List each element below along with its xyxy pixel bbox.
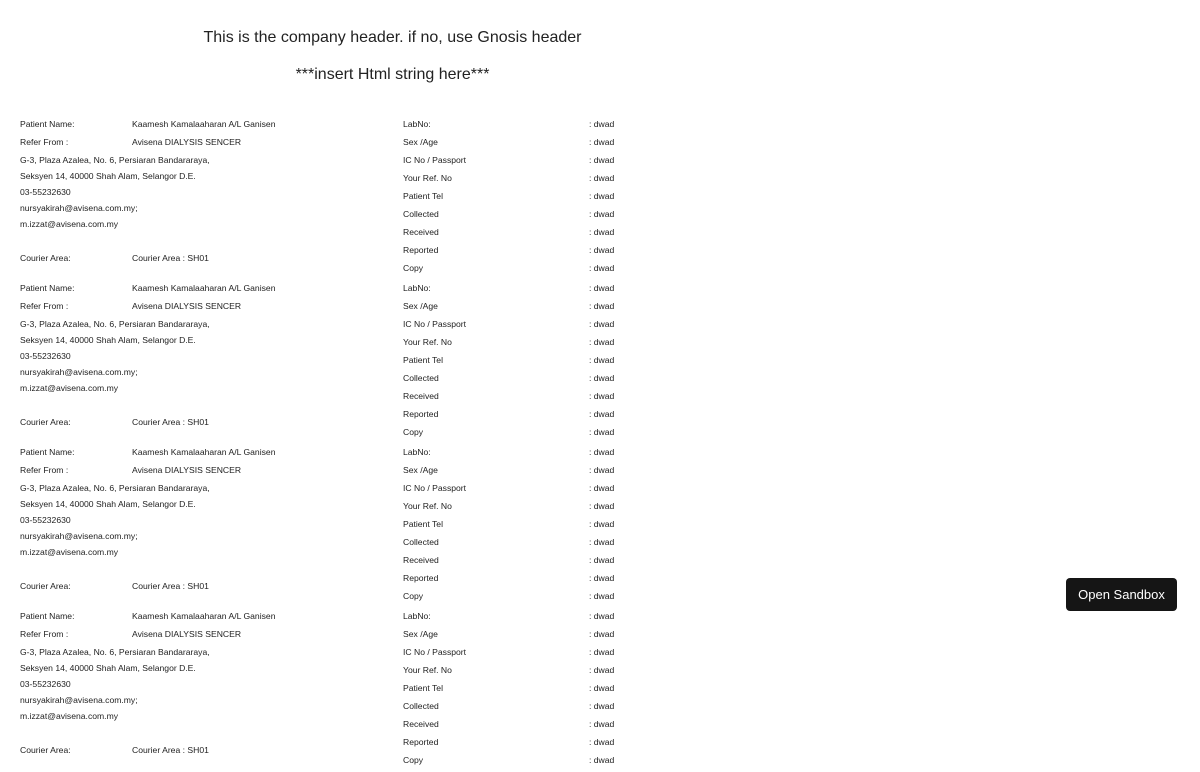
field-value: : dwad [589,591,615,601]
field-value: : dwad [589,573,615,583]
address-line: 03-55232630 [20,679,71,689]
field-value: : dwad [589,629,615,639]
field-label: IC No / Passport [403,647,467,657]
field-label: Received [403,555,439,565]
field-label: LabNo: [403,119,431,129]
field-label: Copy [403,591,424,601]
open-sandbox-button[interactable]: Open Sandbox [1066,578,1177,611]
field-value: : dwad [589,301,615,311]
field-label: LabNo: [403,283,431,293]
address-line: nursyakirah@avisena.com.my; [20,695,138,705]
company-header-text: This is the company header. if no, use Gnosis header [203,29,582,46]
address-line: Seksyen 14, 40000 Shah Alam, Selangor D.E. [20,663,196,673]
field-label: Reported [403,245,439,255]
address-line: m.izzat@avisena.com.my [20,219,119,229]
address-line: 03-55232630 [20,515,71,525]
field-label: Your Ref. No [403,501,452,511]
address-line: G-3, Plaza Azalea, No. 6, Persiaran Bandararaya, [20,483,210,493]
courier-area-value: Courier Area : SH01 [132,253,209,263]
field-value: : dwad [589,701,615,711]
field-label: Sex /Age [403,629,438,639]
field-value: : dwad [589,319,615,329]
field-label: Your Ref. No [403,173,452,183]
courier-area-value: Courier Area : SH01 [132,417,209,427]
refer-from-label: Refer From : [20,465,69,475]
patient-records-list [0,116,700,772]
field-value: : dwad [589,501,615,511]
patient-name-label: Patient Name: [20,119,75,129]
field-value: : dwad [589,647,615,657]
patient-name-value: Kaamesh Kamalaaharan A/L Ganisen [132,611,276,621]
courier-area-value: Courier Area : SH01 [132,581,209,591]
field-value: : dwad [589,611,615,621]
field-label: Patient Tel [403,519,443,529]
patient-name-label: Patient Name: [20,283,75,293]
field-value: : dwad [589,119,615,129]
patient-record [0,608,700,772]
field-value: : dwad [589,191,615,201]
field-value: : dwad [589,555,615,565]
field-label: Sex /Age [403,465,438,475]
field-label: Received [403,227,439,237]
refer-from-label: Refer From : [20,301,69,311]
field-label: Copy [403,263,424,273]
refer-from-label: Refer From : [20,137,69,147]
field-label: Your Ref. No [403,337,452,347]
field-value: : dwad [589,737,615,747]
field-label: Collected [403,537,439,547]
field-label: Reported [403,737,439,747]
refer-from-value: Avisena DIALYSIS SENCER [132,465,242,475]
address-line: G-3, Plaza Azalea, No. 6, Persiaran Bandararaya, [20,155,210,165]
patient-name-value: Kaamesh Kamalaaharan A/L Ganisen [132,283,276,293]
field-label: LabNo: [403,447,431,457]
address-line: Seksyen 14, 40000 Shah Alam, Selangor D.E. [20,499,196,509]
field-value: : dwad [589,245,615,255]
field-value: : dwad [589,209,615,219]
field-value: : dwad [589,263,615,273]
field-value: : dwad [589,283,615,293]
field-label: Received [403,391,439,401]
field-label: Patient Tel [403,355,443,365]
field-value: : dwad [589,465,615,475]
field-value: : dwad [589,483,615,493]
field-label: Collected [403,373,439,383]
field-value: : dwad [589,355,615,365]
patient-name-label: Patient Name: [20,611,75,621]
field-label: Patient Tel [403,683,443,693]
field-label: Sex /Age [403,137,438,147]
field-label: IC No / Passport [403,155,467,165]
address-line: G-3, Plaza Azalea, No. 6, Persiaran Bandararaya, [20,319,210,329]
patient-record [0,116,700,280]
address-line: Seksyen 14, 40000 Shah Alam, Selangor D.E. [20,335,196,345]
patient-record [0,444,700,608]
address-line: nursyakirah@avisena.com.my; [20,203,138,213]
address-line: Seksyen 14, 40000 Shah Alam, Selangor D.E. [20,171,196,181]
field-label: LabNo: [403,611,431,621]
patient-record [0,280,700,444]
refer-from-value: Avisena DIALYSIS SENCER [132,301,242,311]
field-value: : dwad [589,409,615,419]
field-label: Collected [403,209,439,219]
field-value: : dwad [589,373,615,383]
field-label: Collected [403,701,439,711]
field-value: : dwad [589,519,615,529]
field-label: Received [403,719,439,729]
field-label: IC No / Passport [403,483,467,493]
address-line: G-3, Plaza Azalea, No. 6, Persiaran Bandararaya, [20,647,210,657]
courier-area-label: Courier Area: [20,745,71,755]
address-line: m.izzat@avisena.com.my [20,547,119,557]
field-value: : dwad [589,447,615,457]
address-line: nursyakirah@avisena.com.my; [20,531,138,541]
address-line: m.izzat@avisena.com.my [20,383,119,393]
field-label: Sex /Age [403,301,438,311]
field-value: : dwad [589,173,615,183]
field-value: : dwad [589,537,615,547]
field-value: : dwad [589,391,615,401]
field-label: Patient Tel [403,191,443,201]
patient-name-value: Kaamesh Kamalaaharan A/L Ganisen [132,119,276,129]
field-value: : dwad [589,137,615,147]
courier-area-label: Courier Area: [20,253,71,263]
field-label: Reported [403,573,439,583]
patient-name-label: Patient Name: [20,447,75,457]
refer-from-value: Avisena DIALYSIS SENCER [132,629,242,639]
html-placeholder-text: ***insert Html string here*** [295,66,490,83]
refer-from-value: Avisena DIALYSIS SENCER [132,137,242,147]
field-value: : dwad [589,155,615,165]
address-line: m.izzat@avisena.com.my [20,711,119,721]
field-value: : dwad [589,427,615,437]
field-value: : dwad [589,719,615,729]
field-label: Copy [403,427,424,437]
field-label: Copy [403,755,424,765]
courier-area-value: Courier Area : SH01 [132,745,209,755]
address-line: nursyakirah@avisena.com.my; [20,367,138,377]
courier-area-label: Courier Area: [20,581,71,591]
refer-from-label: Refer From : [20,629,69,639]
address-line: 03-55232630 [20,351,71,361]
field-label: IC No / Passport [403,319,467,329]
field-value: : dwad [589,227,615,237]
address-line: 03-55232630 [20,187,71,197]
courier-area-label: Courier Area: [20,417,71,427]
field-label: Your Ref. No [403,665,452,675]
field-value: : dwad [589,683,615,693]
patient-name-value: Kaamesh Kamalaaharan A/L Ganisen [132,447,276,457]
field-label: Reported [403,409,439,419]
field-value: : dwad [589,665,615,675]
field-value: : dwad [589,755,615,765]
field-value: : dwad [589,337,615,347]
